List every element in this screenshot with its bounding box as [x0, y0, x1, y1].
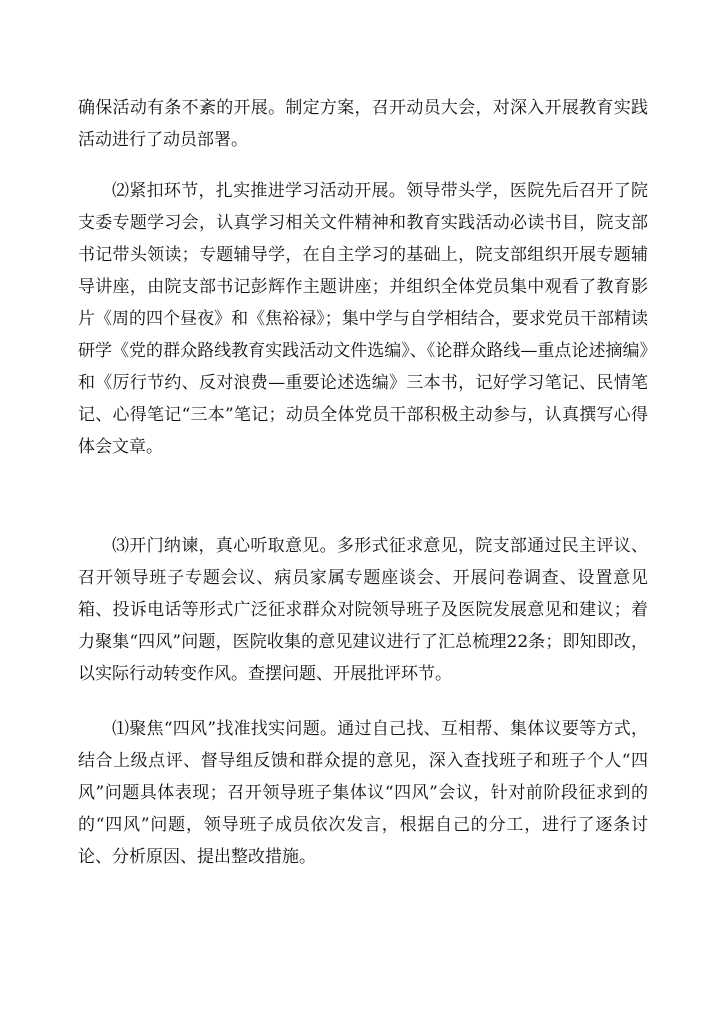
paragraph-2: ⑵紧扣环节，扎实推进学习活动开展。领导带头学，医院先后召开了院支委专题学习会，认真学习相关文件精神和教育实践活动必读书目，院支部书记带头领读；专题辅导学，在自主学习的基础上，院支部组织开展专题辅导讲座，由院支部书记彭辉作主题讲座；并组织全体党员集中观看了教育影片《周的四个昼夜》和《焦裕禄》；集中学与自学相结合，要求党员干部精读研学《党的群众路线教育实践活动文件选编》、《论群众路线—重点论述摘编》和《厉行节约、反对浪费—重要论述选编》三本书，记好学习笔记、民情笔记、心得笔记“三本”笔记；动员全体党员干部积极主动参与，认真撰写心得体会文章。: [78, 181, 648, 457]
paragraph-4: ⑴聚焦“四风”找准找实问题。通过自己找、互相帮、集体议要等方式，结合上级点评、督导组反馈和群众提的意见，深入查找班子和班子个人“四风”问题具体表现；召开领导班子集体议“四风”会议，针对前阶段征求到的的“四风”问题，领导班子成员依次发言，根据自己的分工，进行了逐条讨论、分析原因、提出整改措施。: [78, 719, 648, 867]
paragraph-3: ⑶开门纳谏，真心听取意见。多形式征求意见，院支部通过民主评议、召开领导班子专题会议、病员家属专题座谈会、开展问卷调查、设置意见箱、投诉电话等形式广泛征求群众对院领导班子及医院发展意见和建议；着力聚集“四风”问题，医院收集的意见建议进行了汇总梳理22条；即知即改，以实际行动转变作风。查摆问题、开展批评环节。: [78, 536, 648, 684]
paragraph-1: 确保活动有条不紊的开展。制定方案，召开动员大会，对深入开展教育实践活动进行了动员部署。: [78, 98, 648, 150]
